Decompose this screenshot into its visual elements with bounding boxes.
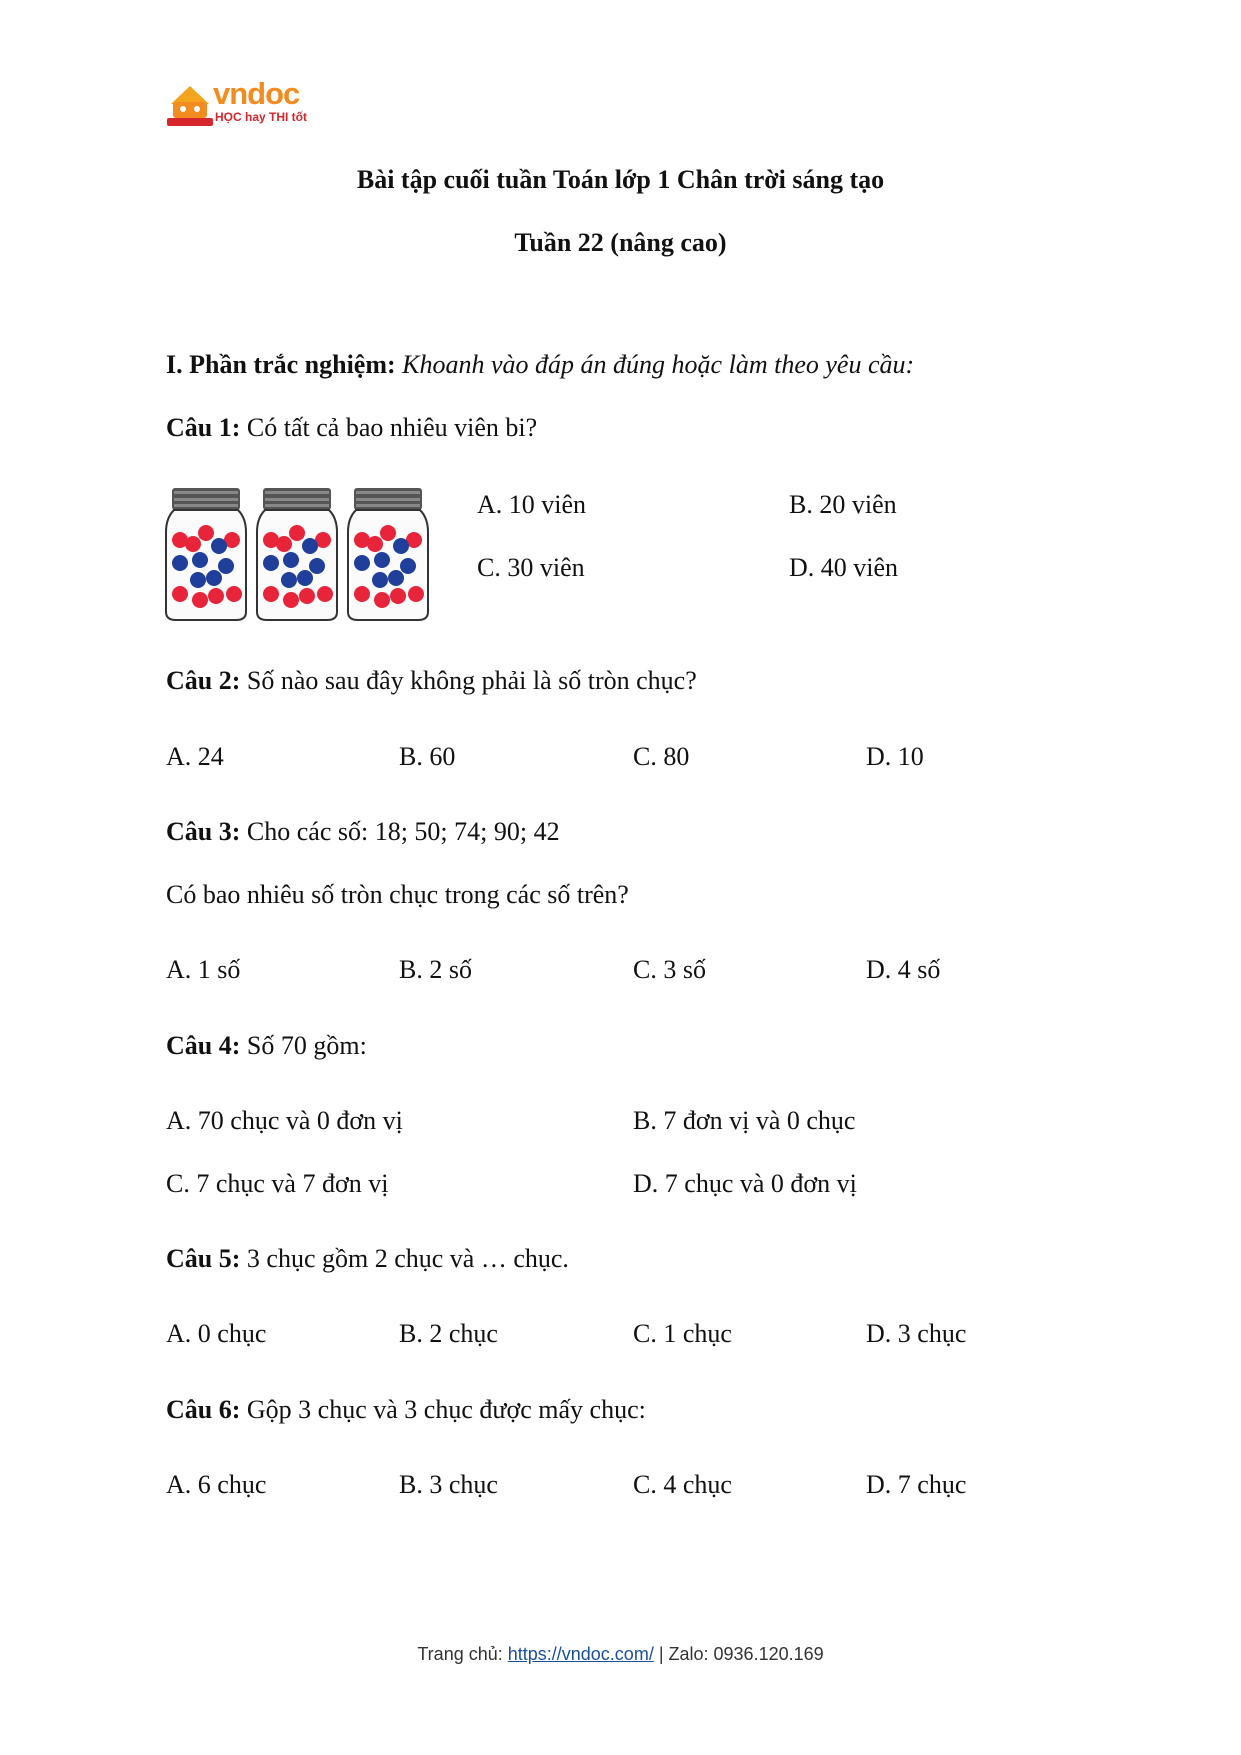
footer-home-link[interactable]: https://vndoc.com/	[507, 1644, 654, 1664]
question-text: Cho các số: 18; 50; 74; 90; 42	[246, 817, 560, 846]
vndoc-logo	[165, 76, 325, 132]
q5-option-a[interactable]: A. 0 chục	[166, 1319, 267, 1348]
page-footer	[0, 1644, 1241, 1665]
q4-option-c[interactable]: C. 7 chục và 7 đơn vị	[166, 1169, 389, 1198]
q3-option-a[interactable]: A. 1 số	[166, 955, 241, 984]
question-3-subtext: Có bao nhiêu số tròn chục trong các số trên?	[166, 880, 629, 909]
q1-option-a[interactable]: A. 10 viên	[477, 490, 587, 519]
q1-option-d[interactable]: D. 40 viên	[789, 553, 899, 582]
marble-jars-image	[164, 488, 432, 622]
question-label: Câu 4:	[166, 1031, 241, 1060]
footer-prefix: Trang chủ:	[417, 1644, 508, 1664]
q2-option-a[interactable]: A. 24	[166, 742, 224, 771]
question-4	[166, 1031, 367, 1061]
q3-option-d[interactable]: D. 4 số	[866, 955, 941, 984]
question-text: Có tất cả bao nhiêu viên bi?	[246, 413, 538, 442]
q4-option-a[interactable]: A. 70 chục và 0 đơn vị	[166, 1106, 403, 1135]
question-text: Số nào sau đây không phải là số tròn chục?	[246, 666, 697, 695]
q6-option-c[interactable]: C. 4 chục	[633, 1470, 732, 1499]
q5-option-d[interactable]: D. 3 chục	[866, 1319, 967, 1348]
question-2	[166, 666, 697, 696]
question-text: Số 70 gồm:	[246, 1031, 367, 1060]
question-1	[166, 413, 537, 443]
section-heading	[166, 350, 914, 380]
section-instruction: Khoanh vào đáp án đúng hoặc làm theo yêu cầu:	[402, 350, 915, 379]
q6-option-a[interactable]: A. 6 chục	[166, 1470, 267, 1499]
question-label: Câu 1:	[166, 413, 241, 442]
question-3	[166, 817, 560, 847]
section-label: I. Phần trắc nghiệm:	[166, 350, 396, 379]
q5-option-c[interactable]: C. 1 chục	[633, 1319, 732, 1348]
q3-option-c[interactable]: C. 3 số	[633, 955, 706, 984]
q6-option-b[interactable]: B. 3 chục	[399, 1470, 498, 1499]
q1-option-c[interactable]: C. 30 viên	[477, 553, 585, 582]
page-title: Bài tập cuối tuần Toán lớp 1 Chân trời sáng tạo	[356, 165, 885, 194]
question-text: 3 chục gồm 2 chục và … chục.	[246, 1244, 569, 1273]
q2-option-d[interactable]: D. 10	[866, 742, 924, 771]
q4-option-d[interactable]: D. 7 chục và 0 đơn vị	[633, 1169, 857, 1198]
page-subtitle: Tuần 22 (nâng cao)	[514, 228, 727, 257]
question-6	[166, 1395, 646, 1425]
question-label: Câu 5:	[166, 1244, 241, 1273]
q1-option-b[interactable]: B. 20 viên	[789, 490, 897, 519]
q5-option-b[interactable]: B. 2 chục	[399, 1319, 498, 1348]
question-label: Câu 2:	[166, 666, 241, 695]
q3-option-b[interactable]: B. 2 số	[399, 955, 472, 984]
question-5	[166, 1244, 569, 1274]
logo-tagline: HỌC hay THI tốt	[215, 110, 307, 124]
q2-option-b[interactable]: B. 60	[399, 742, 456, 771]
logo-mascot-icon	[165, 80, 215, 130]
question-label: Câu 3:	[166, 817, 241, 846]
q4-option-b[interactable]: B. 7 đơn vị và 0 chục	[633, 1106, 856, 1135]
question-label: Câu 6:	[166, 1395, 241, 1424]
logo-brand: vndoc	[213, 76, 300, 111]
footer-contact: | Zalo: 0936.120.169	[653, 1644, 824, 1664]
question-text: Gộp 3 chục và 3 chục được mấy chục:	[246, 1395, 646, 1424]
q6-option-d[interactable]: D. 7 chục	[866, 1470, 967, 1499]
q2-option-c[interactable]: C. 80	[633, 742, 690, 771]
